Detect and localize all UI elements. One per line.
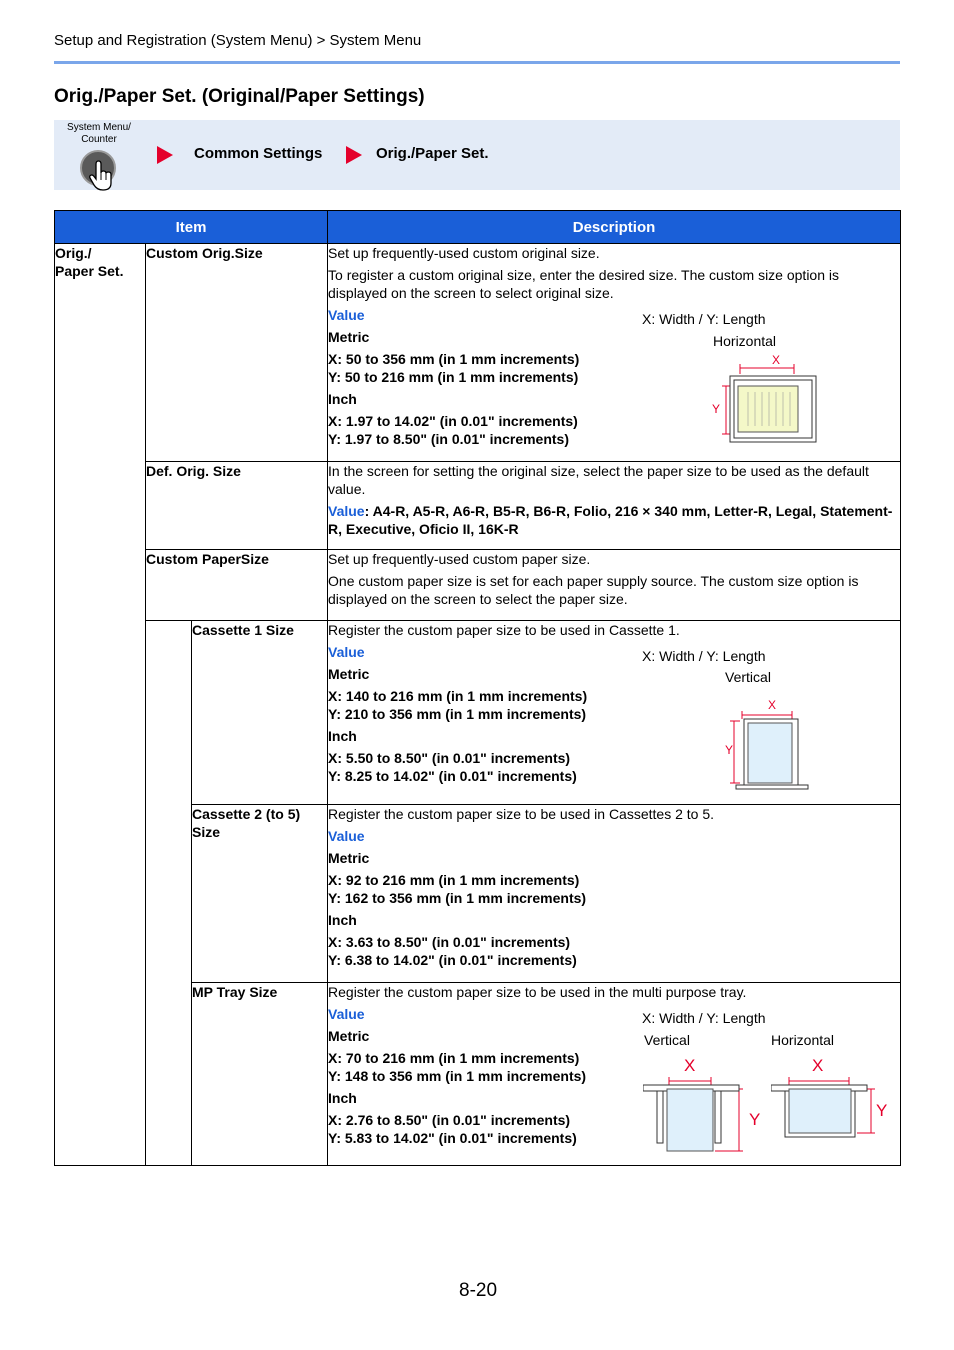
description-cassette-1-size — [328, 621, 901, 805]
inch-label: Inch — [328, 391, 357, 407]
metric-y-range: Y: 50 to 216 mm (in 1 mm increments) — [328, 369, 579, 385]
key-label-line1: System Menu/ — [67, 122, 131, 133]
metric-label: Metric — [328, 850, 370, 866]
figure-caption: X: Width / Y: Length — [642, 648, 766, 664]
item-cassette-2-to-5-size: Cassette 2 (to 5) Size — [192, 805, 328, 983]
table-row — [55, 621, 901, 805]
inch-label: Inch — [328, 728, 357, 744]
right-arrow-icon — [346, 146, 362, 164]
y-dimension-label: Y — [876, 1101, 888, 1120]
value-label: Value — [328, 644, 365, 660]
vertical-mp-tray-diagram-icon — [643, 1077, 743, 1153]
text: Set up frequently-used custom paper size. — [328, 551, 591, 567]
metric-x-range: X: 140 to 216 mm (in 1 mm increments) — [328, 688, 588, 704]
inch-x-range: X: 3.63 to 8.50" (in 0.01" increments) — [328, 934, 571, 950]
item-def-orig-size: Def. Orig. Size — [146, 462, 328, 550]
header-rule — [54, 61, 900, 64]
inch-y-range: Y: 1.97 to 8.50" (in 0.01" increments) — [328, 431, 570, 447]
breadcrumb: Setup and Registration (System Menu) > System Menu — [54, 32, 422, 49]
y-dimension-label: Y — [712, 402, 721, 416]
item-custom-paper-size: Custom PaperSize — [146, 550, 328, 621]
orientation-label-horizontal: Horizontal — [771, 1032, 835, 1048]
text: In the screen for setting the original size, select the paper size to be used as the default value. — [328, 463, 869, 497]
column-header-item: Item — [55, 211, 328, 244]
navigation-path-bar — [54, 120, 900, 190]
table-row — [55, 462, 901, 550]
figure-caption: X: Width / Y: Length — [642, 1010, 766, 1026]
vertical-cassette-diagram-icon — [730, 709, 810, 791]
description-def-orig-size — [328, 462, 901, 550]
text: Register the custom paper size to be used in Cassettes 2 to 5. — [328, 806, 714, 822]
horizontal-original-diagram-icon — [718, 362, 818, 444]
value-label: Value — [328, 503, 365, 519]
inch-x-range: X: 5.50 to 8.50" (in 0.01" increments) — [328, 750, 571, 766]
metric-x-range: X: 50 to 356 mm (in 1 mm increments) — [328, 351, 580, 367]
settings-table — [54, 210, 901, 1166]
group-label-orig-paper-set: Orig./ Paper Set. — [55, 244, 146, 1166]
pointing-hand-icon — [86, 160, 116, 192]
text: Set up frequently-used custom original size. — [328, 245, 600, 261]
section-title: Orig./Paper Set. (Original/Paper Settings) — [54, 86, 425, 107]
right-arrow-icon — [157, 146, 173, 164]
orientation-label: Horizontal — [713, 333, 777, 349]
value-label: Value — [328, 1006, 365, 1022]
value-label: Value — [328, 307, 365, 323]
x-dimension-label: X — [768, 698, 777, 712]
inch-label: Inch — [328, 1090, 357, 1106]
x-dimension-label: X — [684, 1056, 696, 1075]
metric-x-range: X: 92 to 216 mm (in 1 mm increments) — [328, 872, 580, 888]
y-dimension-label: Y — [725, 743, 734, 757]
metric-y-range: Y: 210 to 356 mm (in 1 mm increments) — [328, 706, 587, 722]
figure-caption: X: Width / Y: Length — [642, 311, 766, 327]
inch-y-range: Y: 5.83 to 14.02" (in 0.01" increments) — [328, 1130, 577, 1146]
system-menu-key-label — [58, 122, 140, 146]
x-dimension-label: X — [772, 353, 781, 367]
inch-x-range: X: 2.76 to 8.50" (in 0.01" increments) — [328, 1112, 571, 1128]
x-dimension-label: X — [812, 1056, 824, 1075]
value-label: Value — [328, 828, 365, 844]
description-custom-orig-size — [328, 244, 901, 462]
nav-step-common-settings: Common Settings — [194, 145, 323, 162]
key-label-line2: Counter — [81, 134, 117, 145]
value-list — [328, 502, 900, 538]
metric-y-range: Y: 148 to 356 mm (in 1 mm increments) — [328, 1068, 587, 1084]
indent-cell — [146, 621, 192, 1166]
metric-label: Metric — [328, 666, 370, 682]
text: Register the custom paper size to be used in Cassette 1. — [328, 622, 680, 638]
orientation-label-vertical: Vertical — [644, 1032, 690, 1048]
metric-y-range: Y: 162 to 356 mm (in 1 mm increments) — [328, 890, 587, 906]
inch-x-range: X: 1.97 to 14.02" (in 0.01" increments) — [328, 413, 578, 429]
inch-y-range: Y: 8.25 to 14.02" (in 0.01" increments) — [328, 768, 577, 784]
description-custom-paper-size — [328, 550, 901, 621]
item-cassette-1-size: Cassette 1 Size — [192, 621, 328, 805]
horizontal-mp-tray-diagram-icon — [771, 1077, 875, 1139]
orientation-label: Vertical — [725, 669, 771, 685]
description-mp-tray-size — [328, 983, 901, 1166]
item-mp-tray-size: MP Tray Size — [192, 983, 328, 1166]
table-row — [55, 550, 901, 621]
value-text: : A4-R, A5-R, A6-R, B5-R, B6-R, Folio, 216 × 340 mm, Letter-R, Legal, Statement-R, Executive, Oficio II, 16K-R — [328, 503, 893, 537]
table-row — [55, 244, 901, 462]
y-dimension-label: Y — [749, 1110, 761, 1129]
page-number: 8-20 — [459, 1280, 498, 1301]
text: To register a custom original size, enter the desired size. The custom size option is displayed on the screen to select original size. — [328, 267, 839, 301]
item-custom-orig-size: Custom Orig.Size — [146, 244, 328, 462]
metric-label: Metric — [328, 329, 370, 345]
metric-x-range: X: 70 to 216 mm (in 1 mm increments) — [328, 1050, 580, 1066]
table-header-row — [55, 211, 901, 244]
text: One custom paper size is set for each paper supply source. The custom size option is displayed on the screen to select the paper size. — [328, 573, 859, 607]
text: Register the custom paper size to be used in the multi purpose tray. — [328, 984, 747, 1000]
inch-y-range: Y: 6.38 to 14.02" (in 0.01" increments) — [328, 952, 577, 968]
inch-label: Inch — [328, 912, 357, 928]
column-header-description: Description — [328, 211, 901, 244]
metric-label: Metric — [328, 1028, 370, 1044]
nav-step-orig-paper-set: Orig./Paper Set. — [376, 145, 489, 162]
description-cassette-2-to-5-size — [328, 805, 901, 983]
